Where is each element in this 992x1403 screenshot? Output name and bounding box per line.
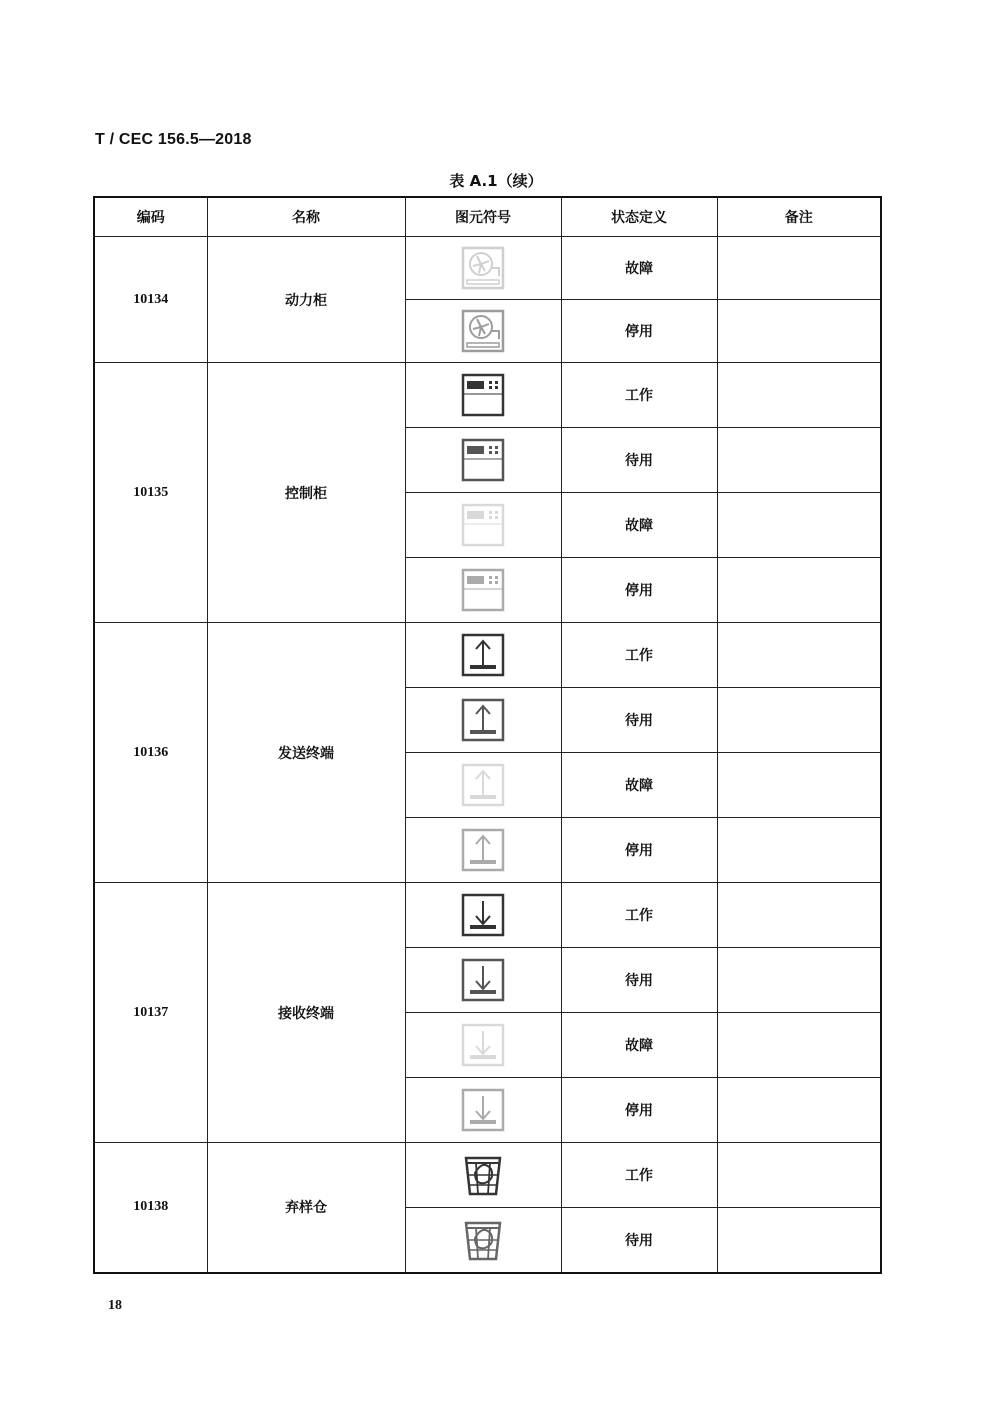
state-cell: 工作 [561, 1143, 717, 1208]
receive-terminal-icon [461, 1023, 505, 1067]
code-cell: 10136 [94, 623, 207, 883]
name-cell: 弃样仓 [207, 1143, 405, 1273]
symbol-cell [405, 237, 561, 300]
remark-cell [717, 883, 881, 948]
symbol-cell [405, 753, 561, 818]
state-cell: 故障 [561, 493, 717, 558]
send-terminal-icon [461, 633, 505, 677]
symbol-cell [405, 363, 561, 428]
remark-cell [717, 688, 881, 753]
name-cell: 发送终端 [207, 623, 405, 883]
state-cell: 故障 [561, 1013, 717, 1078]
remark-cell [717, 493, 881, 558]
fan-cabinet-icon [461, 309, 505, 353]
symbol-cell [405, 493, 561, 558]
table-row [94, 237, 881, 300]
receive-terminal-icon [461, 1088, 505, 1132]
symbol-table [93, 196, 882, 1274]
table-row [94, 1143, 881, 1208]
symbol-cell [405, 1143, 561, 1208]
state-cell: 工作 [561, 883, 717, 948]
state-cell: 待用 [561, 428, 717, 493]
send-terminal-icon [461, 763, 505, 807]
state-cell: 停用 [561, 818, 717, 883]
remark-cell [717, 753, 881, 818]
symbol-cell [405, 1078, 561, 1143]
code-cell: 10137 [94, 883, 207, 1143]
state-cell: 工作 [561, 363, 717, 428]
column-header: 编码 [94, 197, 207, 237]
control-cabinet-icon [461, 438, 505, 482]
receive-terminal-icon [461, 958, 505, 1002]
remark-cell [717, 237, 881, 300]
fan-cabinet-icon [461, 246, 505, 290]
state-cell: 故障 [561, 753, 717, 818]
state-cell: 停用 [561, 1078, 717, 1143]
column-header: 名称 [207, 197, 405, 237]
remark-cell [717, 363, 881, 428]
code-cell: 10135 [94, 363, 207, 623]
symbol-cell [405, 300, 561, 363]
state-cell: 待用 [561, 1208, 717, 1273]
remark-cell [717, 300, 881, 363]
remark-cell [717, 948, 881, 1013]
state-cell: 工作 [561, 623, 717, 688]
remark-cell [717, 623, 881, 688]
remark-cell [717, 1078, 881, 1143]
remark-cell [717, 1013, 881, 1078]
table-row [94, 883, 881, 948]
symbol-cell [405, 1208, 561, 1273]
state-cell: 停用 [561, 558, 717, 623]
standard-code-header: T / CEC 156.5—2018 [95, 131, 252, 148]
symbol-cell [405, 883, 561, 948]
symbol-cell [405, 688, 561, 753]
remark-cell [717, 558, 881, 623]
symbol-cell [405, 623, 561, 688]
column-header: 状态定义 [561, 197, 717, 237]
symbol-cell [405, 818, 561, 883]
state-cell: 故障 [561, 237, 717, 300]
table-header-row [94, 197, 881, 237]
code-cell: 10138 [94, 1143, 207, 1273]
control-cabinet-icon [461, 503, 505, 547]
code-cell: 10134 [94, 237, 207, 363]
reject-bin-icon [461, 1218, 505, 1262]
symbol-cell [405, 558, 561, 623]
page-number: 18 [108, 1298, 122, 1313]
send-terminal-icon [461, 828, 505, 872]
remark-cell [717, 428, 881, 493]
column-header: 图元符号 [405, 197, 561, 237]
send-terminal-icon [461, 698, 505, 742]
remark-cell [717, 1143, 881, 1208]
table-row [94, 623, 881, 688]
remark-cell [717, 1208, 881, 1273]
symbol-cell [405, 428, 561, 493]
reject-bin-icon [461, 1153, 505, 1197]
column-header: 备注 [717, 197, 881, 237]
name-cell: 动力柜 [207, 237, 405, 363]
state-cell: 待用 [561, 688, 717, 753]
state-cell: 待用 [561, 948, 717, 1013]
control-cabinet-icon [461, 568, 505, 612]
state-cell: 停用 [561, 300, 717, 363]
receive-terminal-icon [461, 893, 505, 937]
remark-cell [717, 818, 881, 883]
table-title: 表 A.1（续） [449, 172, 543, 190]
name-cell: 接收终端 [207, 883, 405, 1143]
symbol-cell [405, 948, 561, 1013]
name-cell: 控制柜 [207, 363, 405, 623]
symbol-cell [405, 1013, 561, 1078]
table-row [94, 363, 881, 428]
control-cabinet-icon [461, 373, 505, 417]
